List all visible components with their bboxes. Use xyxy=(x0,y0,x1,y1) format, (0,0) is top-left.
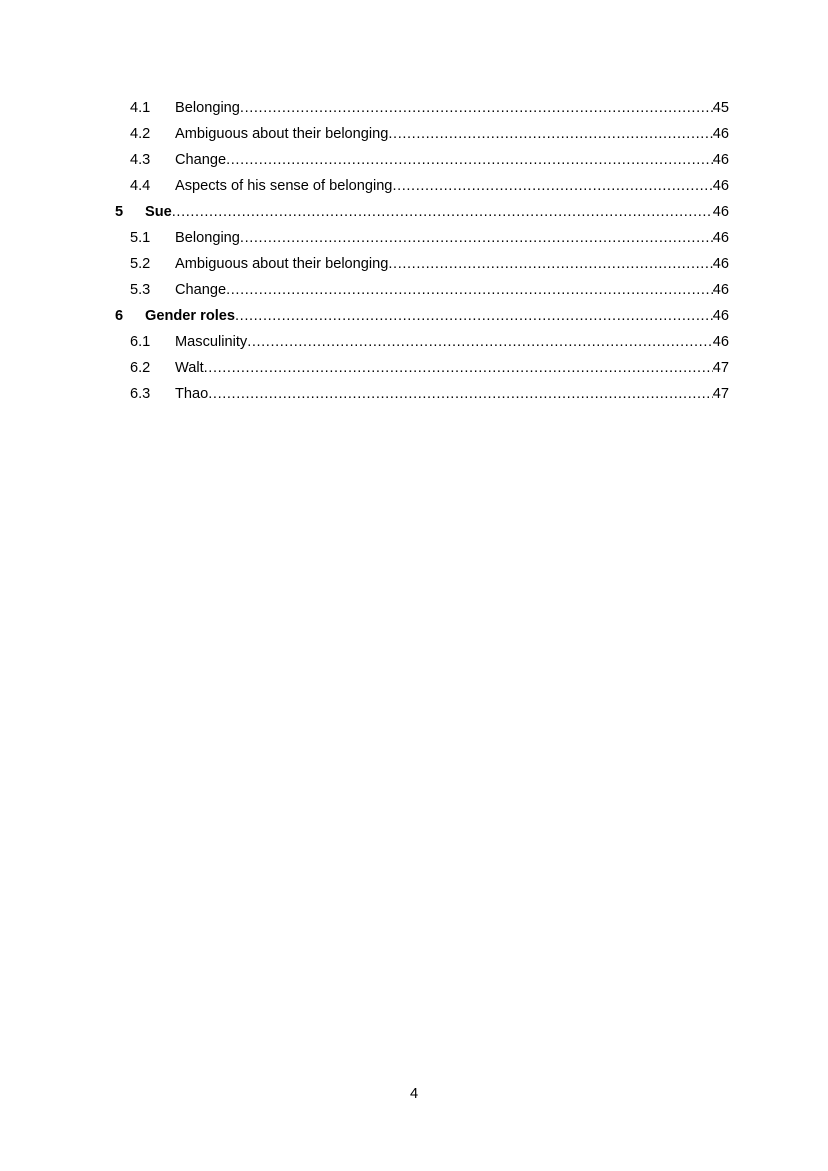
toc-entry-5-1[interactable] xyxy=(0,225,828,251)
dot-leader xyxy=(208,381,713,407)
page-number: 4 xyxy=(409,1086,419,1102)
toc-entry-page: 46 xyxy=(712,230,729,246)
toc-entry-page: 46 xyxy=(712,152,729,168)
toc-entry-line xyxy=(175,173,729,199)
toc-entry-line xyxy=(175,225,729,251)
toc-entry-6-1[interactable] xyxy=(0,329,828,355)
toc-entry-page: 46 xyxy=(712,204,729,220)
toc-entry-number: 6.2 xyxy=(130,360,151,376)
toc-entry-page: 46 xyxy=(712,308,729,324)
toc-entry-title: Belonging xyxy=(175,100,240,116)
toc-entry-page: 47 xyxy=(712,360,729,376)
toc-entry-5-3[interactable] xyxy=(0,277,828,303)
toc-entry-5[interactable] xyxy=(0,199,828,225)
toc-entry-number: 5 xyxy=(115,204,124,220)
toc-entry-number: 6.1 xyxy=(130,334,151,350)
dot-leader xyxy=(247,329,713,355)
toc-entry-page: 46 xyxy=(712,282,729,298)
toc-entry-line xyxy=(175,329,729,355)
toc-entry-line xyxy=(175,95,729,121)
toc-entry-page: 47 xyxy=(712,386,729,402)
toc-entry-4-3[interactable] xyxy=(0,147,828,173)
toc-entry-number: 5.2 xyxy=(130,256,151,272)
toc-entry-number: 4.3 xyxy=(130,152,151,168)
dot-leader xyxy=(226,277,713,303)
toc-entry-page: 46 xyxy=(712,334,729,350)
toc-entry-line xyxy=(175,251,729,277)
toc-entry-number: 4.1 xyxy=(130,100,151,116)
dot-leader xyxy=(392,173,712,199)
dot-leader xyxy=(240,95,713,121)
toc-entry-title: Ambiguous about their belonging xyxy=(175,126,389,142)
toc-entry-line xyxy=(175,355,729,381)
dot-leader xyxy=(388,251,712,277)
toc-entry-number: 4.2 xyxy=(130,126,151,142)
toc-entry-title: Gender roles xyxy=(145,308,236,324)
toc-entry-line xyxy=(175,147,729,173)
toc-entry-line xyxy=(145,303,729,329)
toc-entry-title: Masculinity xyxy=(175,334,248,350)
dot-leader xyxy=(172,199,713,225)
toc-entry-title: Change xyxy=(175,152,227,168)
toc-entry-title: Aspects of his sense of belonging xyxy=(175,178,393,194)
toc-entry-number: 6 xyxy=(115,308,124,324)
toc-entry-number: 4.4 xyxy=(130,178,151,194)
dot-leader xyxy=(235,303,713,329)
toc-entry-page: 46 xyxy=(712,256,729,272)
toc-entry-number: 5.1 xyxy=(130,230,151,246)
dot-leader xyxy=(240,225,713,251)
dot-leader xyxy=(388,121,712,147)
toc-entry-page: 45 xyxy=(712,100,729,116)
dot-leader xyxy=(204,355,713,381)
toc-entry-line xyxy=(175,381,729,407)
toc-entry-title: Ambiguous about their belonging xyxy=(175,256,389,272)
toc-entry-4-4[interactable] xyxy=(0,173,828,199)
toc-entry-4-2[interactable] xyxy=(0,121,828,147)
table-of-contents xyxy=(0,95,828,407)
toc-entry-title: Thao xyxy=(175,386,209,402)
toc-entry-title: Change xyxy=(175,282,227,298)
toc-entry-page: 46 xyxy=(712,126,729,142)
toc-entry-title: Sue xyxy=(145,204,172,220)
toc-entry-line xyxy=(175,121,729,147)
toc-entry-5-2[interactable] xyxy=(0,251,828,277)
toc-entry-line xyxy=(145,199,729,225)
toc-entry-4-1[interactable] xyxy=(0,95,828,121)
toc-entry-title: Walt xyxy=(175,360,204,376)
toc-entry-6[interactable] xyxy=(0,303,828,329)
toc-entry-6-3[interactable] xyxy=(0,381,828,407)
toc-entry-line xyxy=(175,277,729,303)
toc-entry-6-2[interactable] xyxy=(0,355,828,381)
toc-entry-page: 46 xyxy=(712,178,729,194)
toc-entry-number: 5.3 xyxy=(130,282,151,298)
toc-entry-title: Belonging xyxy=(175,230,240,246)
dot-leader xyxy=(226,147,713,173)
toc-entry-number: 6.3 xyxy=(130,386,151,402)
